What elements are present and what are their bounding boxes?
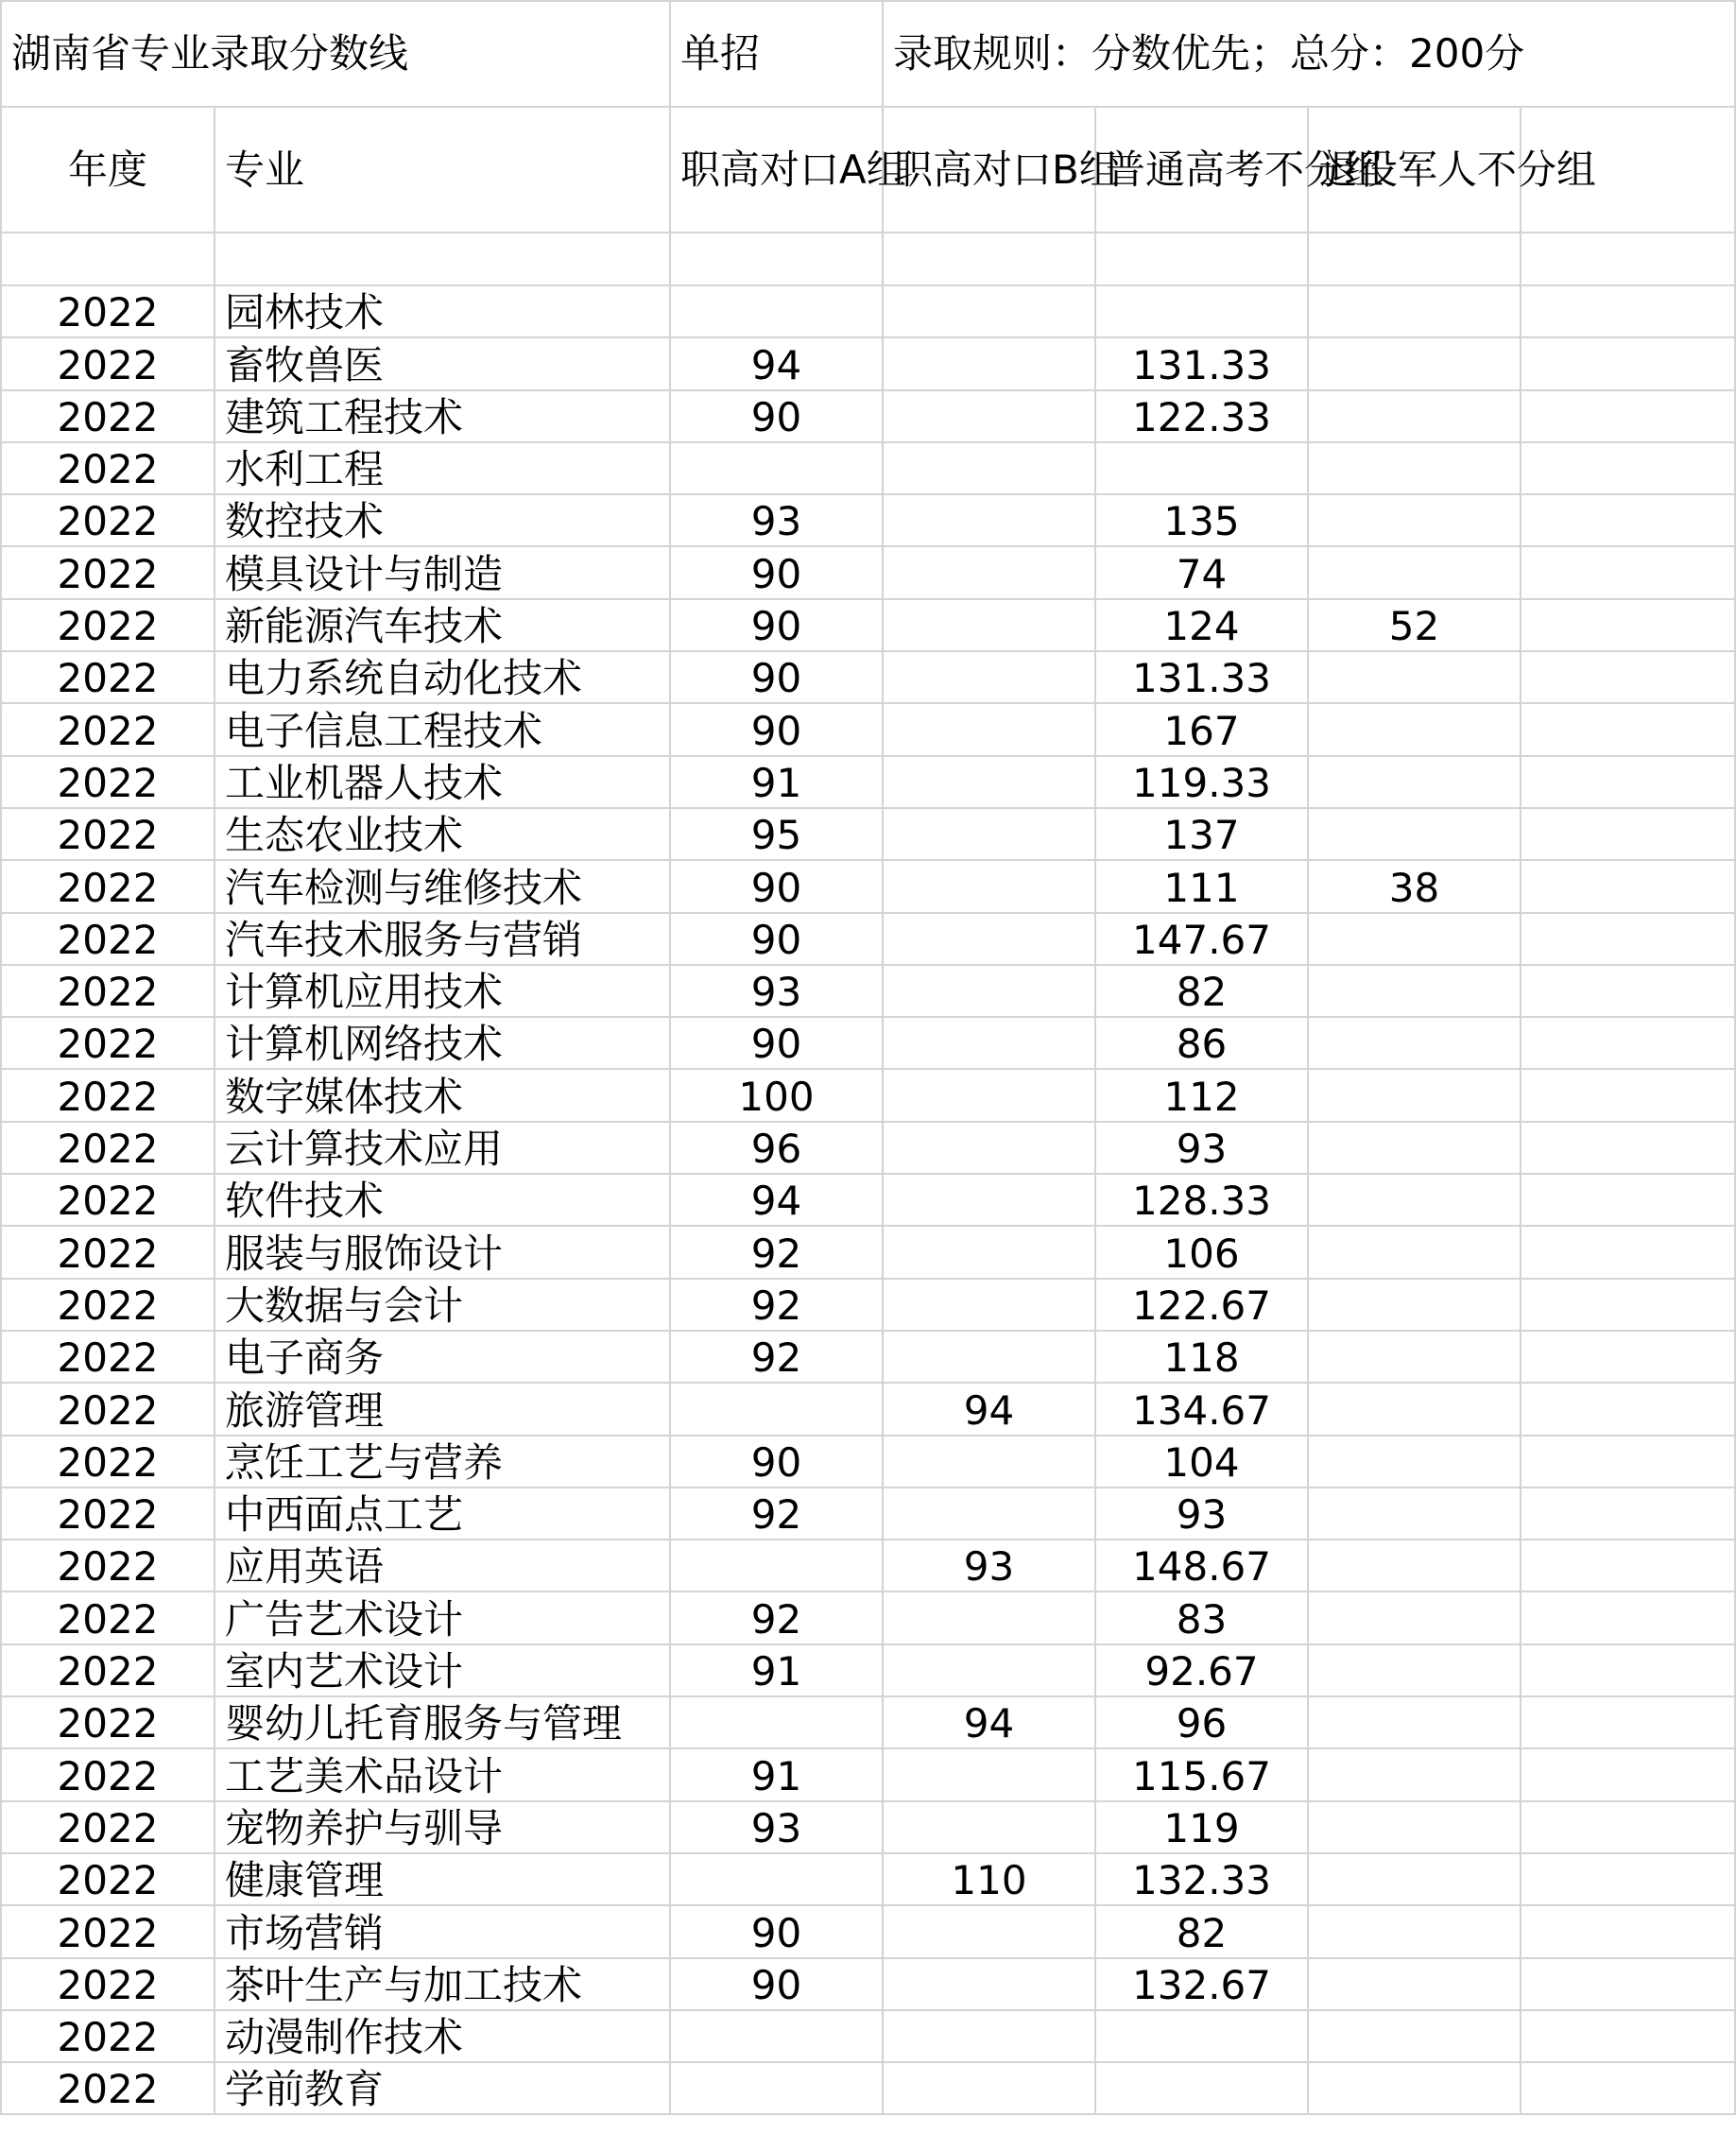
gk-score-cell[interactable]: 119 — [1095, 1801, 1308, 1853]
major-cell[interactable]: 旅游管理 — [215, 1383, 670, 1435]
zg-a-score-cell[interactable]: 95 — [670, 808, 883, 860]
gk-score-cell[interactable]: 132.67 — [1095, 1958, 1308, 2010]
table-row — [1, 2062, 1735, 2114]
header-zg-b-cell[interactable]: 职高对口B组 — [883, 107, 1095, 232]
veteran-score-cell[interactable] — [1308, 965, 1521, 1017]
zg-a-score-cell[interactable]: 93 — [670, 1801, 883, 1853]
major-cell[interactable]: 电力系统自动化技术 — [215, 651, 670, 703]
table-row — [1, 390, 1735, 442]
empty-cell[interactable] — [1521, 599, 1735, 651]
zg-a-score-cell[interactable]: 90 — [670, 1436, 883, 1488]
veteran-score-cell[interactable] — [1308, 1905, 1521, 1957]
empty-cell[interactable] — [1521, 1069, 1735, 1121]
veteran-score-cell[interactable] — [1308, 913, 1521, 965]
table-row — [1, 1331, 1735, 1383]
title-province-cell[interactable]: 湖南省专业录取分数线 — [1, 1, 670, 107]
major-cell[interactable]: 健康管理 — [215, 1853, 670, 1905]
zg-b-score-cell[interactable]: 110 — [883, 1853, 1095, 1905]
zg-a-score-cell[interactable]: 90 — [670, 390, 883, 442]
table-row — [1, 1540, 1735, 1592]
gk-score-cell[interactable]: 122.33 — [1095, 390, 1308, 442]
table-row — [1, 1488, 1735, 1540]
veteran-score-cell[interactable] — [1308, 1436, 1521, 1488]
veteran-score-cell[interactable] — [1308, 1488, 1521, 1540]
gk-score-cell[interactable]: 131.33 — [1095, 337, 1308, 389]
year-cell[interactable]: 2022 — [1, 860, 215, 912]
year-cell[interactable]: 2022 — [1, 442, 215, 494]
table-row — [1, 1383, 1735, 1435]
year-cell[interactable]: 2022 — [1, 599, 215, 651]
veteran-score-cell[interactable] — [1308, 1853, 1521, 1905]
zg-b-score-cell[interactable] — [883, 599, 1095, 651]
veteran-score-cell[interactable]: 52 — [1308, 599, 1521, 651]
zg-b-score-cell[interactable] — [883, 651, 1095, 703]
gk-score-cell[interactable]: 167 — [1095, 703, 1308, 755]
zg-a-score-cell[interactable] — [670, 1696, 883, 1748]
empty-cell[interactable] — [1521, 1331, 1735, 1383]
veteran-score-cell[interactable] — [1308, 651, 1521, 703]
gk-score-cell[interactable]: 148.67 — [1095, 1540, 1308, 1592]
gk-score-cell[interactable]: 119.33 — [1095, 756, 1308, 808]
veteran-score-cell[interactable] — [1308, 1017, 1521, 1069]
empty-cell[interactable] — [1521, 1436, 1735, 1488]
major-cell[interactable]: 广告艺术设计 — [215, 1592, 670, 1643]
year-cell[interactable]: 2022 — [1, 1748, 215, 1800]
empty-cell[interactable] — [1521, 2062, 1735, 2114]
year-cell[interactable]: 2022 — [1, 1801, 215, 1853]
zg-b-score-cell[interactable] — [883, 1331, 1095, 1383]
gk-score-cell[interactable]: 132.33 — [1095, 1853, 1308, 1905]
empty-cell[interactable] — [1521, 913, 1735, 965]
veteran-score-cell[interactable] — [1308, 1383, 1521, 1435]
table-row — [1, 913, 1735, 965]
gk-score-cell[interactable] — [1095, 442, 1308, 494]
gk-score-cell[interactable]: 93 — [1095, 1122, 1308, 1174]
gk-score-cell[interactable]: 118 — [1095, 1331, 1308, 1383]
table-row — [1, 1069, 1735, 1121]
gk-score-cell[interactable]: 122.67 — [1095, 1279, 1308, 1331]
empty-cell[interactable] — [1308, 232, 1521, 285]
zg-b-score-cell[interactable] — [883, 1279, 1095, 1331]
empty-cell[interactable] — [1521, 285, 1735, 337]
zg-a-score-cell[interactable]: 92 — [670, 1331, 883, 1383]
empty-cell[interactable] — [1521, 1226, 1735, 1278]
gk-score-cell[interactable]: 74 — [1095, 546, 1308, 598]
empty-cell[interactable] — [1521, 2010, 1735, 2062]
major-cell[interactable]: 建筑工程技术 — [215, 390, 670, 442]
zg-a-score-cell[interactable]: 90 — [670, 1017, 883, 1069]
empty-cell[interactable] — [1521, 1488, 1735, 1540]
gk-score-cell[interactable]: 82 — [1095, 1905, 1308, 1957]
year-cell[interactable]: 2022 — [1, 808, 215, 860]
major-cell[interactable]: 烹饪工艺与营养 — [215, 1436, 670, 1488]
gk-score-cell[interactable]: 86 — [1095, 1017, 1308, 1069]
major-cell[interactable]: 茶叶生产与加工技术 — [215, 1958, 670, 2010]
empty-cell[interactable] — [1521, 232, 1735, 285]
title-row — [1, 1, 1735, 107]
year-cell[interactable]: 2022 — [1, 1540, 215, 1592]
empty-cell[interactable] — [1521, 756, 1735, 808]
zg-a-score-cell[interactable]: 93 — [670, 965, 883, 1017]
zg-b-score-cell[interactable] — [883, 1801, 1095, 1853]
year-cell[interactable]: 2022 — [1, 1226, 215, 1278]
zg-b-score-cell[interactable] — [883, 1436, 1095, 1488]
year-cell[interactable]: 2022 — [1, 913, 215, 965]
major-cell[interactable]: 云计算技术应用 — [215, 1122, 670, 1174]
header-gk-cell[interactable]: 普通高考不分组 — [1095, 107, 1308, 232]
zg-a-score-cell[interactable]: 91 — [670, 1644, 883, 1696]
veteran-score-cell[interactable] — [1308, 442, 1521, 494]
zg-b-score-cell[interactable] — [883, 1958, 1095, 2010]
table-row — [1, 965, 1735, 1017]
zg-a-score-cell[interactable] — [670, 2062, 883, 2114]
gk-score-cell[interactable] — [1095, 2062, 1308, 2114]
empty-cell[interactable] — [1521, 1540, 1735, 1592]
table-row — [1, 756, 1735, 808]
empty-cell[interactable] — [1521, 1122, 1735, 1174]
empty-cell[interactable] — [883, 232, 1095, 285]
gk-score-cell[interactable] — [1095, 2010, 1308, 2062]
zg-b-score-cell[interactable] — [883, 442, 1095, 494]
header-row — [1, 107, 1735, 232]
zg-b-score-cell[interactable] — [883, 1122, 1095, 1174]
zg-a-score-cell[interactable]: 94 — [670, 1174, 883, 1226]
gk-score-cell[interactable]: 115.67 — [1095, 1748, 1308, 1800]
major-cell[interactable]: 计算机应用技术 — [215, 965, 670, 1017]
zg-a-score-cell[interactable]: 90 — [670, 1958, 883, 2010]
table-row — [1, 337, 1735, 389]
empty-cell[interactable] — [1095, 232, 1308, 285]
empty-cell[interactable] — [1521, 546, 1735, 598]
major-cell[interactable]: 中西面点工艺 — [215, 1488, 670, 1540]
table-row — [1, 1122, 1735, 1174]
empty-cell[interactable] — [670, 232, 883, 285]
veteran-score-cell[interactable] — [1308, 1801, 1521, 1853]
zg-a-score-cell[interactable]: 92 — [670, 1592, 883, 1643]
gk-score-cell[interactable]: 93 — [1095, 1488, 1308, 1540]
blank-row — [1, 232, 1735, 285]
zg-b-score-cell[interactable]: 94 — [883, 1383, 1095, 1435]
major-cell[interactable]: 工业机器人技术 — [215, 756, 670, 808]
zg-b-score-cell[interactable] — [883, 1644, 1095, 1696]
zg-a-score-cell[interactable]: 90 — [670, 1905, 883, 1957]
major-cell[interactable]: 室内艺术设计 — [215, 1644, 670, 1696]
gk-score-cell[interactable]: 124 — [1095, 599, 1308, 651]
gk-score-cell[interactable]: 112 — [1095, 1069, 1308, 1121]
veteran-score-cell[interactable] — [1308, 546, 1521, 598]
year-cell[interactable]: 2022 — [1, 1331, 215, 1383]
table-row — [1, 1905, 1735, 1957]
empty-cell[interactable] — [1521, 1017, 1735, 1069]
veteran-score-cell[interactable]: 38 — [1308, 860, 1521, 912]
gk-score-cell[interactable]: 137 — [1095, 808, 1308, 860]
header-year-cell[interactable]: 年度 — [1, 107, 215, 232]
veteran-score-cell[interactable] — [1308, 1331, 1521, 1383]
table-row — [1, 808, 1735, 860]
year-cell[interactable]: 2022 — [1, 1122, 215, 1174]
zg-a-score-cell[interactable]: 91 — [670, 1748, 883, 1800]
gk-score-cell[interactable]: 83 — [1095, 1592, 1308, 1643]
table-row — [1, 1801, 1735, 1853]
veteran-score-cell[interactable] — [1308, 285, 1521, 337]
table-row — [1, 1853, 1735, 1905]
veteran-score-cell[interactable] — [1308, 756, 1521, 808]
table-row — [1, 1644, 1735, 1696]
table-row — [1, 2010, 1735, 2062]
veteran-score-cell[interactable] — [1308, 2010, 1521, 2062]
header-veteran-cell[interactable]: 退役军人不分组 — [1308, 107, 1521, 232]
year-cell[interactable]: 2022 — [1, 965, 215, 1017]
zg-b-score-cell[interactable] — [883, 1069, 1095, 1121]
veteran-score-cell[interactable] — [1308, 1174, 1521, 1226]
veteran-score-cell[interactable] — [1308, 1069, 1521, 1121]
zg-a-score-cell[interactable] — [670, 1383, 883, 1435]
year-cell[interactable]: 2022 — [1, 1436, 215, 1488]
veteran-score-cell[interactable] — [1308, 1226, 1521, 1278]
empty-cell[interactable] — [1521, 390, 1735, 442]
empty-cell[interactable] — [1521, 651, 1735, 703]
gk-score-cell[interactable]: 104 — [1095, 1436, 1308, 1488]
year-cell[interactable]: 2022 — [1, 2010, 215, 2062]
zg-a-score-cell[interactable]: 94 — [670, 337, 883, 389]
year-cell[interactable]: 2022 — [1, 1174, 215, 1226]
gk-score-cell[interactable]: 96 — [1095, 1696, 1308, 1748]
empty-cell[interactable] — [1521, 1853, 1735, 1905]
major-cell[interactable]: 服装与服饰设计 — [215, 1226, 670, 1278]
zg-a-score-cell[interactable]: 92 — [670, 1488, 883, 1540]
empty-cell[interactable] — [1521, 860, 1735, 912]
zg-a-score-cell[interactable]: 90 — [670, 913, 883, 965]
table-row — [1, 703, 1735, 755]
year-cell[interactable]: 2022 — [1, 756, 215, 808]
empty-cell[interactable] — [1521, 1644, 1735, 1696]
veteran-score-cell[interactable] — [1308, 1958, 1521, 2010]
table-row — [1, 494, 1735, 546]
gk-score-cell[interactable]: 131.33 — [1095, 651, 1308, 703]
zg-b-score-cell[interactable] — [883, 756, 1095, 808]
major-cell[interactable]: 新能源汽车技术 — [215, 599, 670, 651]
major-cell[interactable]: 应用英语 — [215, 1540, 670, 1592]
gk-score-cell[interactable]: 134.67 — [1095, 1383, 1308, 1435]
header-zg-a-cell[interactable]: 职高对口A组 — [670, 107, 883, 232]
zg-b-score-cell[interactable]: 94 — [883, 1696, 1095, 1748]
table-row — [1, 1958, 1735, 2010]
zg-a-score-cell[interactable]: 90 — [670, 546, 883, 598]
gk-score-cell[interactable]: 82 — [1095, 965, 1308, 1017]
table-row — [1, 546, 1735, 598]
major-cell[interactable]: 婴幼儿托育服务与管理 — [215, 1696, 670, 1748]
major-cell[interactable]: 动漫制作技术 — [215, 2010, 670, 2062]
major-cell[interactable]: 汽车技术服务与营销 — [215, 913, 670, 965]
empty-cell[interactable] — [1521, 1279, 1735, 1331]
gk-score-cell[interactable] — [1095, 285, 1308, 337]
year-cell[interactable]: 2022 — [1, 285, 215, 337]
gk-score-cell[interactable]: 92.67 — [1095, 1644, 1308, 1696]
table-row — [1, 1174, 1735, 1226]
veteran-score-cell[interactable] — [1308, 1644, 1521, 1696]
year-cell[interactable]: 2022 — [1, 1488, 215, 1540]
major-cell[interactable]: 学前教育 — [215, 2062, 670, 2114]
empty-cell[interactable] — [1521, 337, 1735, 389]
major-cell[interactable]: 畜牧兽医 — [215, 337, 670, 389]
gk-score-cell[interactable]: 111 — [1095, 860, 1308, 912]
major-cell[interactable]: 汽车检测与维修技术 — [215, 860, 670, 912]
year-cell[interactable]: 2022 — [1, 1017, 215, 1069]
empty-cell[interactable] — [1521, 1592, 1735, 1643]
zg-b-score-cell[interactable] — [883, 2010, 1095, 2062]
gk-score-cell[interactable]: 147.67 — [1095, 913, 1308, 965]
veteran-score-cell[interactable] — [1308, 1696, 1521, 1748]
empty-cell[interactable] — [1, 232, 215, 285]
zg-b-score-cell[interactable] — [883, 285, 1095, 337]
empty-cell[interactable] — [1521, 1801, 1735, 1853]
zg-a-score-cell[interactable]: 90 — [670, 599, 883, 651]
gk-score-cell[interactable]: 106 — [1095, 1226, 1308, 1278]
zg-a-score-cell[interactable]: 90 — [670, 703, 883, 755]
gk-score-cell[interactable]: 135 — [1095, 494, 1308, 546]
major-cell[interactable]: 计算机网络技术 — [215, 1017, 670, 1069]
table-row — [1, 599, 1735, 651]
zg-b-score-cell[interactable] — [883, 390, 1095, 442]
table-row — [1, 651, 1735, 703]
table-row — [1, 1279, 1735, 1331]
table-row — [1, 1696, 1735, 1748]
empty-cell[interactable] — [1521, 808, 1735, 860]
year-cell[interactable]: 2022 — [1, 1279, 215, 1331]
veteran-score-cell[interactable] — [1308, 2062, 1521, 2114]
zg-a-score-cell[interactable] — [670, 442, 883, 494]
zg-a-score-cell[interactable]: 91 — [670, 756, 883, 808]
zg-a-score-cell[interactable] — [670, 2010, 883, 2062]
major-cell[interactable]: 数控技术 — [215, 494, 670, 546]
year-cell[interactable]: 2022 — [1, 1069, 215, 1121]
zg-b-score-cell[interactable] — [883, 1748, 1095, 1800]
year-cell[interactable]: 2022 — [1, 390, 215, 442]
major-cell[interactable]: 水利工程 — [215, 442, 670, 494]
zg-b-score-cell[interactable] — [883, 1905, 1095, 1957]
zg-a-score-cell[interactable]: 100 — [670, 1069, 883, 1121]
zg-a-score-cell[interactable] — [670, 285, 883, 337]
year-cell[interactable]: 2022 — [1, 1853, 215, 1905]
header-major-cell[interactable]: 专业 — [215, 107, 670, 232]
zg-b-score-cell[interactable] — [883, 965, 1095, 1017]
veteran-score-cell[interactable] — [1308, 703, 1521, 755]
zg-b-score-cell[interactable] — [883, 1174, 1095, 1226]
zg-b-score-cell[interactable] — [883, 860, 1095, 912]
veteran-score-cell[interactable] — [1308, 390, 1521, 442]
zg-a-score-cell[interactable]: 90 — [670, 651, 883, 703]
gk-score-cell[interactable]: 128.33 — [1095, 1174, 1308, 1226]
table-row — [1, 1436, 1735, 1488]
zg-b-score-cell[interactable] — [883, 546, 1095, 598]
empty-cell[interactable] — [1521, 1174, 1735, 1226]
empty-cell[interactable] — [1521, 703, 1735, 755]
table-row — [1, 285, 1735, 337]
major-cell[interactable]: 生态农业技术 — [215, 808, 670, 860]
major-cell[interactable]: 数字媒体技术 — [215, 1069, 670, 1121]
major-cell[interactable]: 电子商务 — [215, 1331, 670, 1383]
empty-cell[interactable] — [1521, 442, 1735, 494]
major-cell[interactable]: 市场营销 — [215, 1905, 670, 1957]
major-cell[interactable]: 模具设计与制造 — [215, 546, 670, 598]
veteran-score-cell[interactable] — [1308, 808, 1521, 860]
veteran-score-cell[interactable] — [1308, 1122, 1521, 1174]
zg-b-score-cell[interactable] — [883, 1226, 1095, 1278]
title-type-cell[interactable]: 单招 — [670, 1, 883, 107]
year-cell[interactable]: 2022 — [1, 546, 215, 598]
zg-b-score-cell[interactable] — [883, 1488, 1095, 1540]
year-cell[interactable]: 2022 — [1, 1696, 215, 1748]
major-cell[interactable]: 宠物养护与驯导 — [215, 1801, 670, 1853]
zg-a-score-cell[interactable] — [670, 1853, 883, 1905]
table-row — [1, 1226, 1735, 1278]
year-cell[interactable]: 2022 — [1, 494, 215, 546]
zg-a-score-cell[interactable]: 96 — [670, 1122, 883, 1174]
veteran-score-cell[interactable] — [1308, 1279, 1521, 1331]
major-cell[interactable]: 园林技术 — [215, 285, 670, 337]
zg-a-score-cell[interactable]: 93 — [670, 494, 883, 546]
veteran-score-cell[interactable] — [1308, 1748, 1521, 1800]
zg-b-score-cell[interactable] — [883, 1592, 1095, 1643]
veteran-score-cell[interactable] — [1308, 337, 1521, 389]
year-cell[interactable]: 2022 — [1, 1592, 215, 1643]
zg-b-score-cell[interactable] — [883, 808, 1095, 860]
table-row — [1, 860, 1735, 912]
zg-a-score-cell[interactable]: 92 — [670, 1279, 883, 1331]
year-cell[interactable]: 2022 — [1, 1644, 215, 1696]
major-cell[interactable]: 工艺美术品设计 — [215, 1748, 670, 1800]
zg-a-score-cell[interactable]: 92 — [670, 1226, 883, 1278]
veteran-score-cell[interactable] — [1308, 1540, 1521, 1592]
year-cell[interactable]: 2022 — [1, 1905, 215, 1957]
empty-cell[interactable] — [1521, 1958, 1735, 2010]
zg-b-score-cell[interactable] — [883, 913, 1095, 965]
year-cell[interactable]: 2022 — [1, 337, 215, 389]
empty-cell[interactable] — [1521, 1905, 1735, 1957]
table-row — [1, 1592, 1735, 1643]
table-row — [1, 1017, 1735, 1069]
empty-cell[interactable] — [1521, 965, 1735, 1017]
empty-cell[interactable] — [1521, 494, 1735, 546]
major-cell[interactable]: 电子信息工程技术 — [215, 703, 670, 755]
zg-b-score-cell[interactable] — [883, 337, 1095, 389]
empty-cell[interactable] — [1521, 1696, 1735, 1748]
zg-b-score-cell[interactable] — [883, 494, 1095, 546]
major-cell[interactable]: 大数据与会计 — [215, 1279, 670, 1331]
table-row — [1, 1748, 1735, 1800]
table-row — [1, 442, 1735, 494]
zg-a-score-cell[interactable]: 90 — [670, 860, 883, 912]
year-cell[interactable]: 2022 — [1, 651, 215, 703]
year-cell[interactable]: 2022 — [1, 1958, 215, 2010]
veteran-score-cell[interactable] — [1308, 1592, 1521, 1643]
year-cell[interactable]: 2022 — [1, 703, 215, 755]
zg-b-score-cell[interactable] — [883, 1017, 1095, 1069]
title-rule-cell[interactable]: 录取规则：分数优先；总分：200分 — [883, 1, 1735, 107]
empty-cell[interactable] — [215, 232, 670, 285]
year-cell[interactable]: 2022 — [1, 1383, 215, 1435]
empty-cell[interactable] — [1521, 1383, 1735, 1435]
zg-b-score-cell[interactable] — [883, 703, 1095, 755]
veteran-score-cell[interactable] — [1308, 494, 1521, 546]
empty-cell[interactable] — [1521, 1748, 1735, 1800]
zg-b-score-cell[interactable] — [883, 2062, 1095, 2114]
major-cell[interactable]: 软件技术 — [215, 1174, 670, 1226]
year-cell[interactable]: 2022 — [1, 2062, 215, 2114]
zg-a-score-cell[interactable] — [670, 1540, 883, 1592]
zg-b-score-cell[interactable]: 93 — [883, 1540, 1095, 1592]
